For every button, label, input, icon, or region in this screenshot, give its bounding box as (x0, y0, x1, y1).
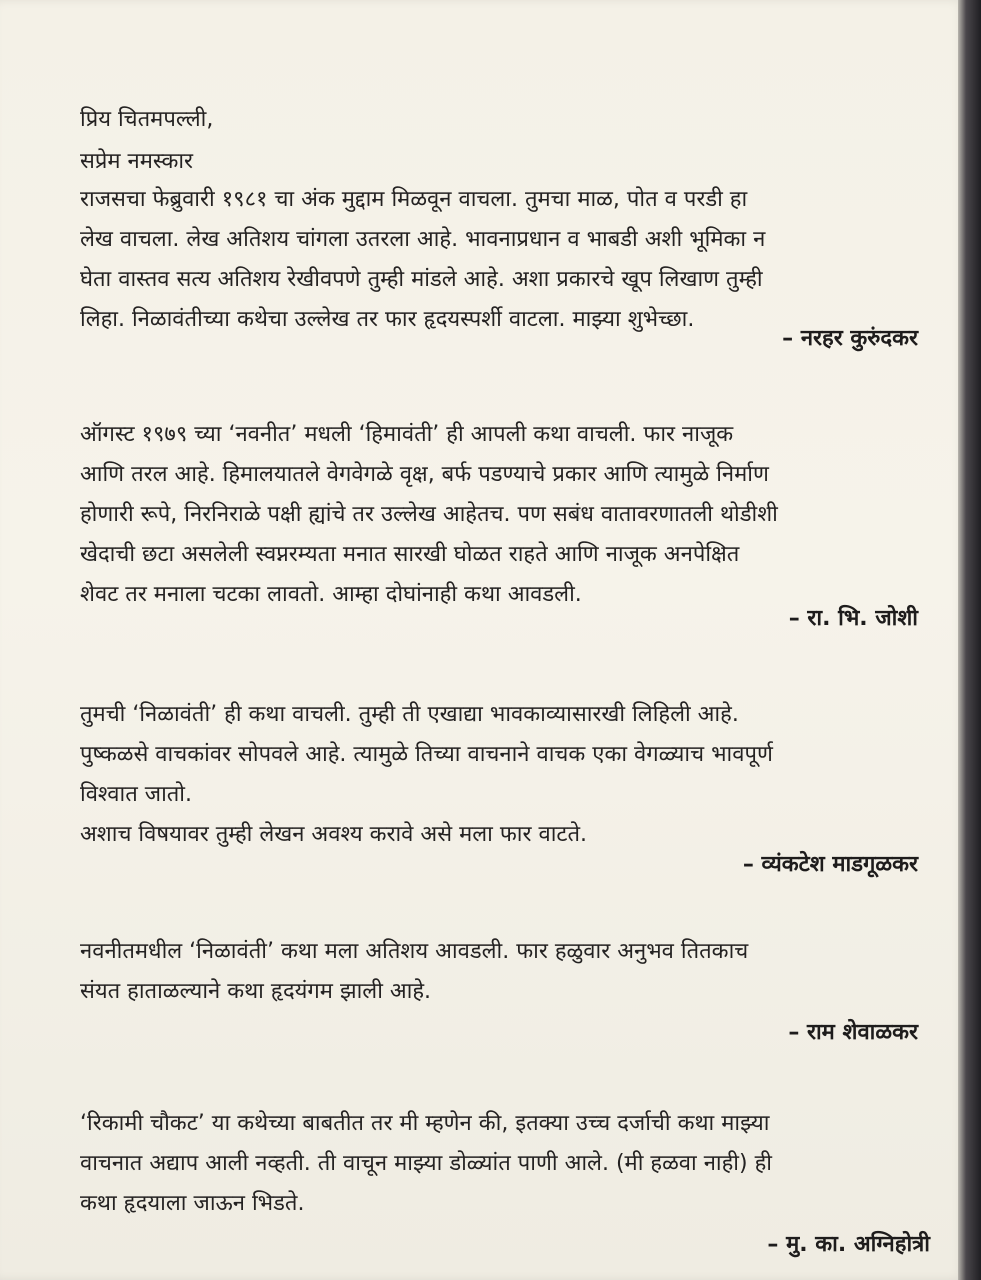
letter-4-signature: – राम शेवाळकर (788, 1020, 918, 1045)
letter-1-line: लिहा. निळावंतीच्या कथेचा उल्लेख तर फार हृदयस्पर्शी वाटला. माझ्या शुभेच्छा. (80, 307, 695, 332)
letter-2-body (80, 415, 920, 615)
letter-5-line: ‘रिकामी चौकट’ या कथेच्या बाबतीत तर मी म्हणेन की, इतक्या उच्च दर्जाची कथा माझ्या (80, 1111, 770, 1136)
letter-1-line: राजसचा फेब्रुवारी १९८१ चा अंक मुद्दाम मिळवून वाचला. तुमचा माळ, पोत व परडी हा (80, 187, 748, 212)
letter-3-line: पुष्कळसे वाचकांवर सोपवले आहे. त्यामुळे तिच्या वाचनाने वाचक एका वेगळ्याच भावपूर्ण (80, 742, 773, 767)
letter-1-line: लेख वाचला. लेख अतिशय चांगला उतरला आहे. भावनाप्रधान व भाबडी अशी भूमिका न (80, 227, 766, 252)
letter-4-body (80, 932, 920, 1012)
letter-5-line: कथा हृदयाला जाऊन भिडते. (80, 1191, 305, 1216)
letter-5-body (80, 1104, 920, 1224)
letter-1-line: घेता वास्तव सत्य अतिशय रेखीवपणे तुम्ही मांडले आहे. अशा प्रकारचे खूप लिखाण तुम्ही (80, 267, 763, 292)
letter-1-header (80, 100, 920, 140)
greeting: सप्रेम नमस्कार (80, 149, 194, 174)
letter-3-body (80, 695, 920, 855)
letter-3-signature: – व्यंकटेश माडगूळकर (742, 852, 918, 877)
letter-5-line: वाचनात अद्याप आली नव्हती. ती वाचून माझ्या डोळ्यांत पाणी आले. (मी हळवा नाही) ही (80, 1151, 772, 1176)
letter-2-signature: – रा. भि. जोशी (788, 606, 918, 631)
page-edge-shadow (958, 0, 981, 1280)
letter-1-greeting-block (80, 142, 920, 182)
letter-2-line: खेदाची छटा असलेली स्वप्नरम्यता मनात सारखी घोळत राहते आणि नाजूक अनपेक्षित (80, 542, 740, 567)
letter-1-body (80, 180, 920, 340)
letter-3-line: तुमची ‘निळावंती’ ही कथा वाचली. तुम्ही ती एखाद्या भावकाव्यासारखी लिहिली आहे. (80, 702, 739, 727)
letter-5-signature: – मु. का. अग्निहोत्री (767, 1232, 930, 1257)
letter-3-line: विश्वात जातो. (80, 782, 192, 807)
letter-2-line: आणि तरल आहे. हिमालयातले वेगवेगळे वृक्ष, बर्फ पडण्याचे प्रकार आणि त्यामुळे निर्माण (80, 462, 769, 487)
letter-4-line: नवनीतमधील ‘निळावंती’ कथा मला अतिशय आवडली. फार हळुवार अनुभव तितकाच (80, 939, 749, 964)
salutation: प्रिय चितमपल्ली, (80, 107, 214, 132)
letter-2-line: शेवट तर मनाला चटका लावतो. आम्हा दोघांनाही कथा आवडली. (80, 582, 582, 607)
letter-4-line: संयत हाताळल्याने कथा हृदयंगम झाली आहे. (80, 979, 432, 1004)
letter-1-signature: – नरहर कुरुंदकर (782, 326, 918, 351)
letter-2-line: ऑगस्ट १९७९ च्या ‘नवनीत’ मधली ‘हिमावंती’ ही आपली कथा वाचली. फार नाजूक (80, 422, 734, 447)
letter-2-line: होणारी रूपे, निरनिराळे पक्षी ह्यांचे तर उल्लेख आहेतच. पण सबंध वातावरणातली थोडीशी (80, 502, 778, 527)
letter-3-line: अशाच विषयावर तुम्ही लेखन अवश्य करावे असे मला फार वाटते. (80, 822, 588, 847)
